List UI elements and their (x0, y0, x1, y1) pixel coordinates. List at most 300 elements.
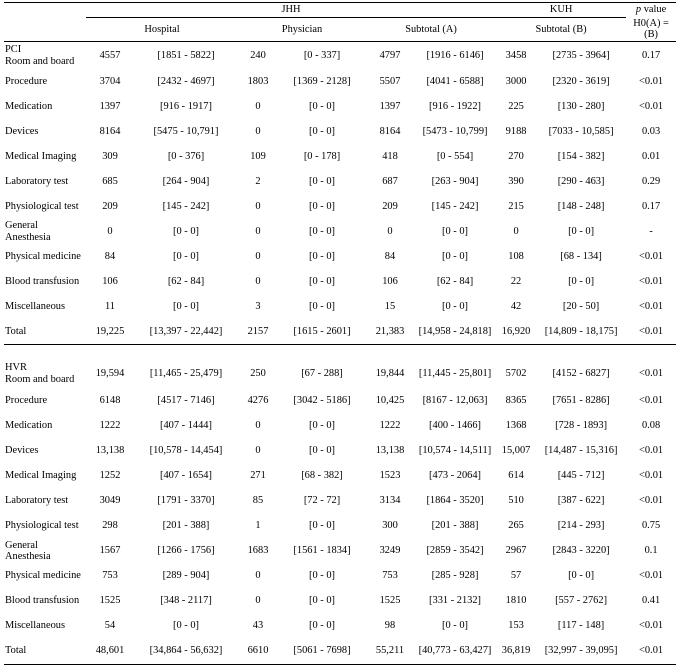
subtotal-a-value: 687 (382, 175, 398, 187)
row-label (4, 539, 86, 564)
row-label-text: Total (5, 645, 27, 657)
physician-ci: [1615 - 2601] (278, 319, 366, 345)
subtotal-a-ci: [5473 - 10,799] (422, 125, 488, 137)
hospital-ci: [1266 - 1756] (157, 545, 215, 557)
row-label-text: Room and board (5, 55, 75, 67)
subtotal-b-ci: [0 - 0] (568, 570, 595, 582)
physician-value: 240 (250, 49, 266, 61)
subtotal-a-ci: [331 - 2132] (429, 595, 481, 607)
row-label-text: Physiological test (5, 520, 79, 532)
hospital-value: 13,138 (95, 445, 125, 457)
subtotal-b-value: 42 (510, 300, 522, 312)
subtotal-b-ci: [445 - 712] (557, 470, 605, 482)
hospital-value: 4557 (99, 49, 121, 61)
hospital-value: 3049 (99, 495, 121, 507)
physician-value: 0 (255, 125, 261, 137)
hospital-ci: [348 - 2117] (160, 595, 212, 607)
row-label-text: Medical Imaging (5, 470, 77, 482)
physician-value: 109 (250, 150, 266, 162)
p-value: <0.01 (639, 100, 664, 112)
row-label-text: Total (5, 325, 27, 337)
subtotal-a-ci: [285 - 928] (431, 570, 479, 582)
physician-ci: [0 - 0] (309, 250, 335, 262)
p-value: <0.01 (639, 300, 664, 312)
row-label (4, 194, 86, 219)
row-label-text: General Anesthesia (5, 539, 51, 563)
header-group-jhh: JHH (86, 3, 496, 18)
row-label (4, 319, 86, 345)
subtotal-a-value: 21,383 (366, 319, 414, 345)
subtotal-b-value: 265 (508, 520, 524, 532)
subtotal-a-ci: [201 - 388] (431, 520, 479, 532)
subtotal-a-ci: [14,958 - 24,818] (414, 319, 496, 345)
table-row (4, 614, 676, 639)
subtotal-b-ci: [0 - 0] (568, 275, 595, 287)
row-label (4, 489, 86, 514)
hospital-value: 298 (102, 520, 118, 532)
physician-value: 0 (255, 100, 261, 112)
hospital-ci: [0 - 0] (173, 620, 199, 632)
hospital-ci: [5475 - 10,791] (153, 125, 219, 137)
physician-ci: [67 - 288] (301, 368, 343, 380)
row-label-text: Blood transfusion (5, 275, 80, 287)
row-label-text: Physiological test (5, 200, 79, 212)
row-label (4, 219, 86, 244)
row-label (4, 244, 86, 269)
physician-ci: [72 - 72] (303, 495, 341, 507)
subtotal-a-ci: [263 - 904] (431, 175, 479, 187)
row-label (4, 169, 86, 194)
p-value: <0.01 (626, 639, 676, 665)
subtotal-b-ci: [290 - 463] (557, 175, 605, 187)
physician-value: 0 (255, 250, 261, 262)
table-row (4, 119, 676, 144)
subtotal-b-value: 5702 (505, 368, 527, 380)
subtotal-a-ci: [8167 - 12,063] (422, 395, 488, 407)
row-label-text: Room and board (5, 374, 75, 386)
row-label (4, 414, 86, 439)
hospital-ci: [62 - 84] (167, 275, 205, 287)
subtotal-b-value: 614 (508, 470, 524, 482)
subtotal-b-value: 2967 (505, 545, 527, 557)
physician-ci: [5061 - 7698] (278, 639, 366, 665)
physician-value: 85 (252, 495, 264, 507)
subtotal-a-value: 15 (384, 300, 396, 312)
row-label-text: Laboratory test (5, 495, 69, 507)
physician-ci: [0 - 0] (309, 620, 335, 632)
subtotal-a-ci: [145 - 242] (431, 200, 479, 212)
physician-value: 2157 (238, 319, 278, 345)
row-label (4, 119, 86, 144)
physician-value: 0 (255, 200, 261, 212)
subtotal-b-value: 15,007 (501, 445, 531, 457)
subtotal-a-value: 10,425 (375, 395, 405, 407)
table-row (4, 244, 676, 269)
physician-value: 0 (255, 595, 261, 607)
subtotal-b-value: 1810 (505, 595, 527, 607)
subtotal-b-ci: [728 - 1893] (555, 420, 608, 432)
subtotal-b-value: 57 (510, 570, 522, 582)
row-label-text: Devices (5, 125, 39, 137)
header-physician: Physician (238, 18, 366, 42)
physician-ci: [0 - 0] (309, 125, 335, 137)
physician-value: 250 (250, 368, 266, 380)
subtotal-a-value: 753 (382, 570, 398, 582)
subtotal-a-ci: [1916 - 6146] (426, 49, 484, 61)
subtotal-b-ci: [14,809 - 18,175] (536, 319, 626, 345)
physician-ci: [0 - 178] (303, 150, 341, 162)
table-row (4, 589, 676, 614)
p-value: <0.01 (639, 250, 664, 262)
subtotal-a-value: 5507 (379, 75, 401, 87)
hospital-ci: [0 - 0] (173, 250, 199, 262)
hospital-value: 54 (104, 620, 116, 632)
subtotal-a-ci: [400 - 1466] (429, 420, 481, 432)
subtotal-a-ci: [40,773 - 63,427] (414, 639, 496, 665)
physician-ci: [0 - 0] (309, 200, 335, 212)
physician-value: 0 (255, 275, 261, 287)
physician-value: 0 (255, 420, 261, 432)
subtotal-b-ci: [2843 - 3220] (552, 545, 610, 557)
physician-value: 4276 (247, 395, 269, 407)
subtotal-b-ci: [148 - 248] (557, 200, 605, 212)
subtotal-b-ci: [130 - 280] (557, 100, 605, 112)
physician-ci: [0 - 0] (309, 300, 335, 312)
table-row (4, 219, 676, 244)
subtotal-a-value: 209 (382, 200, 398, 212)
subtotal-b-value: 225 (508, 100, 524, 112)
header-p-value (626, 3, 676, 18)
subtotal-b-ci: [557 - 2762] (555, 595, 608, 607)
row-label (4, 439, 86, 464)
subtotal-a-ci: [4041 - 6588] (426, 75, 484, 87)
table-row (4, 414, 676, 439)
subtotal-a-value: 1523 (379, 470, 401, 482)
hospital-value: 8164 (99, 125, 121, 137)
subtotal-a-ci: [473 - 2064] (429, 470, 481, 482)
row-label-text: Procedure (5, 75, 48, 87)
subtotal-b-ci: [2735 - 3964] (552, 49, 610, 61)
physician-ci: [0 - 0] (309, 595, 335, 607)
hospital-ci: [0 - 0] (173, 300, 199, 312)
section-title: PCI (5, 43, 22, 55)
subtotal-a-value: 3249 (379, 545, 401, 557)
table-row (4, 194, 676, 219)
header-hospital: Hospital (86, 18, 238, 42)
table-total-row (4, 319, 676, 345)
p-value: 0.17 (641, 200, 661, 212)
subtotal-b-value: 153 (508, 620, 524, 632)
subtotal-a-value: 4797 (379, 49, 401, 61)
table-row (4, 269, 676, 294)
hospital-ci: [10,578 - 14,454] (149, 445, 223, 457)
hospital-ci: [201 - 388] (162, 520, 210, 532)
hospital-ci: [145 - 242] (162, 200, 210, 212)
section-title: HVR (5, 362, 27, 374)
table-row (4, 514, 676, 539)
p-value: - (649, 225, 653, 237)
table-row (4, 144, 676, 169)
physician-value: 1803 (247, 75, 269, 87)
table-row (4, 69, 676, 94)
row-label-text: Procedure (5, 395, 48, 407)
row-label (4, 144, 86, 169)
row-label (4, 294, 86, 319)
hospital-value: 3704 (99, 75, 121, 87)
table-row (4, 539, 676, 564)
subtotal-b-ci: [32,997 - 39,095] (536, 639, 626, 665)
physician-value: 6610 (238, 639, 278, 665)
subtotal-b-value: 8365 (505, 395, 527, 407)
hospital-value: 19,225 (86, 319, 134, 345)
physician-ci: [0 - 0] (309, 570, 335, 582)
hospital-value: 1525 (99, 595, 121, 607)
subtotal-b-ci: [4152 - 6827] (552, 368, 610, 380)
p-value: <0.01 (639, 445, 664, 457)
hospital-ci: [407 - 1654] (160, 470, 212, 482)
hospital-value: 753 (102, 570, 118, 582)
subtotal-a-value: 55,211 (366, 639, 414, 665)
physician-value: 271 (250, 470, 266, 482)
physician-ci: [0 - 0] (309, 275, 335, 287)
subtotal-a-ci: [62 - 84] (436, 275, 474, 287)
physician-ci: [0 - 0] (309, 225, 335, 237)
hospital-ci: [2432 - 4697] (157, 75, 215, 87)
hospital-value: 48,601 (86, 639, 134, 665)
hospital-ci: [11,465 - 25,479] (149, 368, 223, 380)
hospital-value: 1567 (99, 545, 121, 557)
row-label (4, 589, 86, 614)
subtotal-b-ci: [117 - 148] (557, 620, 605, 632)
physician-value: 0 (255, 570, 261, 582)
header-h0: H0(A) = (B) (626, 18, 676, 42)
header-group-kuh: KUH (496, 3, 626, 18)
p-value: <0.01 (639, 368, 664, 380)
subtotal-a-value: 98 (384, 620, 396, 632)
hospital-ci: [13,397 - 22,442] (134, 319, 238, 345)
hospital-ci: [407 - 1444] (160, 420, 212, 432)
hospital-ci: [264 - 904] (162, 175, 210, 187)
subtotal-a-value: 19,844 (375, 368, 405, 380)
p-value: 0.1 (644, 545, 658, 557)
subtotal-a-value: 1397 (379, 100, 401, 112)
subtotal-b-value: 3000 (505, 75, 527, 87)
physician-value: 2 (255, 175, 261, 187)
physician-ci: [68 - 382] (301, 470, 343, 482)
row-label (4, 464, 86, 489)
row-label-text: Miscellaneous (5, 300, 66, 312)
row-label (4, 614, 86, 639)
header-blank-2 (4, 18, 86, 42)
p-value: 0.03 (641, 125, 661, 137)
subtotal-b-value: 22 (510, 275, 522, 287)
subtotal-a-ci: [0 - 0] (442, 225, 469, 237)
row-label (4, 345, 86, 389)
subtotal-b-ci: [7651 - 8286] (552, 395, 610, 407)
subtotal-a-value: 84 (384, 250, 396, 262)
hospital-value: 309 (102, 150, 118, 162)
subtotal-a-ci: [0 - 0] (442, 300, 469, 312)
subtotal-a-value: 13,138 (375, 445, 405, 457)
hospital-value: 1397 (99, 100, 121, 112)
subtotal-a-value: 1222 (379, 420, 401, 432)
subtotal-b-ci: [14,487 - 15,316] (544, 445, 618, 457)
subtotal-a-ci: [916 - 1922] (429, 100, 481, 112)
physician-ci: [0 - 0] (309, 445, 335, 457)
subtotal-b-value: 3458 (505, 49, 527, 61)
subtotal-a-value: 300 (382, 520, 398, 532)
subtotal-a-value: 418 (382, 150, 398, 162)
subtotal-b-ci: [154 - 382] (557, 150, 605, 162)
row-label (4, 639, 86, 665)
p-value: <0.01 (639, 275, 664, 287)
p-value: <0.01 (639, 495, 664, 507)
hospital-ci: [289 - 904] (162, 570, 210, 582)
row-label-text: Medication (5, 420, 53, 432)
row-label (4, 94, 86, 119)
subtotal-b-value: 270 (508, 150, 524, 162)
subtotal-b-value: 510 (508, 495, 524, 507)
physician-ci: [0 - 0] (309, 520, 335, 532)
row-label-text: Devices (5, 445, 39, 457)
subtotal-b-ci: [214 - 293] (557, 520, 605, 532)
hospital-value: 11 (104, 300, 115, 312)
hospital-value: 19,594 (95, 368, 125, 380)
row-label (4, 41, 86, 69)
hospital-value: 209 (102, 200, 118, 212)
table-total-row (4, 639, 676, 665)
physician-value: 1683 (247, 545, 269, 557)
row-label-text: Laboratory test (5, 175, 69, 187)
p-value: <0.01 (626, 319, 676, 345)
row-label-text: Medication (5, 100, 53, 112)
table-row (4, 294, 676, 319)
hospital-ci: [1851 - 5822] (157, 49, 215, 61)
table-row (4, 439, 676, 464)
physician-ci: [3042 - 5186] (293, 395, 351, 407)
physician-ci: [0 - 0] (309, 175, 335, 187)
subtotal-b-ci: [7033 - 10,585] (548, 125, 614, 137)
physician-ci: [0 - 337] (303, 49, 341, 61)
table-row (4, 564, 676, 589)
table-row (4, 345, 676, 389)
hospital-ci: [0 - 376] (167, 150, 205, 162)
subtotal-b-ci: [20 - 50] (562, 300, 600, 312)
p-value-word: value (641, 4, 667, 16)
table-row (4, 489, 676, 514)
physician-value: 43 (252, 620, 264, 632)
physician-value: 3 (255, 300, 261, 312)
p-value: <0.01 (639, 620, 664, 632)
hospital-ci: [1791 - 3370] (157, 495, 215, 507)
row-label-text: Physical medicine (5, 570, 81, 582)
p-value: <0.01 (639, 470, 664, 482)
table-row (4, 169, 676, 194)
p-value: <0.01 (639, 570, 664, 582)
cost-comparison-table (4, 2, 676, 665)
subtotal-a-ci: [11,445 - 25,801] (418, 368, 492, 380)
subtotal-b-ci: [68 - 134] (560, 250, 602, 262)
row-label (4, 514, 86, 539)
subtotal-a-value: 3134 (379, 495, 401, 507)
subtotal-a-value: 0 (387, 225, 393, 237)
hospital-value: 685 (102, 175, 118, 187)
subtotal-b-value: 1368 (505, 420, 527, 432)
subtotal-a-ci: [0 - 0] (442, 620, 469, 632)
p-value: <0.01 (639, 75, 664, 87)
table-row (4, 464, 676, 489)
subtotal-b-value: 108 (508, 250, 524, 262)
p-value: 0.08 (641, 420, 661, 432)
table-row (4, 41, 676, 69)
p-symbol: p (635, 4, 642, 16)
subtotal-b-ci: [2320 - 3619] (552, 75, 610, 87)
p-value: 0.17 (641, 49, 661, 61)
p-value: 0.75 (641, 520, 661, 532)
row-label (4, 269, 86, 294)
header-subtotal-a: Subtotal (A) (366, 18, 496, 42)
row-label (4, 564, 86, 589)
hospital-ci: [34,864 - 56,632] (134, 639, 238, 665)
header-blank (4, 3, 86, 18)
hospital-ci: [0 - 0] (173, 225, 199, 237)
row-label-text: Medical Imaging (5, 150, 77, 162)
row-label-text: General Anesthesia (5, 220, 51, 243)
hospital-value: 0 (107, 225, 113, 237)
subtotal-b-ci: [387 - 622] (557, 495, 605, 507)
physician-ci: [0 - 0] (309, 100, 335, 112)
subtotal-b-value: 9188 (505, 125, 527, 137)
hospital-value: 1252 (99, 470, 121, 482)
subtotal-b-value: 390 (508, 175, 524, 187)
table-body (4, 41, 676, 664)
subtotal-a-value: 106 (382, 275, 398, 287)
p-value: 0.29 (641, 175, 661, 187)
p-value: 0.41 (641, 595, 661, 607)
table-row (4, 94, 676, 119)
hospital-value: 6148 (99, 395, 121, 407)
p-value: 0.01 (641, 150, 661, 162)
hospital-ci: [4517 - 7146] (157, 395, 215, 407)
subtotal-b-ci: [0 - 0] (568, 225, 595, 237)
subtotal-a-ci: [0 - 0] (442, 250, 469, 262)
row-label-text: Blood transfusion (5, 595, 80, 607)
hospital-value: 106 (102, 275, 118, 287)
subtotal-b-value: 16,920 (496, 319, 536, 345)
physician-value: 1 (255, 520, 261, 532)
subtotal-b-value: 215 (508, 200, 524, 212)
subtotal-a-ci: [0 - 554] (436, 150, 474, 162)
subtotal-b-value: 0 (513, 225, 519, 237)
physician-ci: [0 - 0] (309, 420, 335, 432)
physician-value: 0 (255, 445, 261, 457)
physician-value: 0 (255, 225, 261, 237)
physician-ci: [1561 - 1834] (293, 545, 351, 557)
row-label-text: Physical medicine (5, 250, 81, 262)
row-label (4, 69, 86, 94)
subtotal-a-ci: [1864 - 3520] (426, 495, 484, 507)
hospital-value: 84 (104, 250, 116, 262)
subtotal-b-value: 36,819 (496, 639, 536, 665)
physician-ci: [1369 - 2128] (293, 75, 351, 87)
p-value: <0.01 (639, 395, 664, 407)
hospital-ci: [916 - 1917] (160, 100, 212, 112)
hospital-value: 1222 (99, 420, 121, 432)
subtotal-a-ci: [10,574 - 14,511] (418, 445, 492, 457)
header-subtotal-b: Subtotal (B) (496, 18, 626, 42)
row-label-text: Miscellaneous (5, 620, 66, 632)
subtotal-a-ci: [2859 - 3542] (426, 545, 484, 557)
